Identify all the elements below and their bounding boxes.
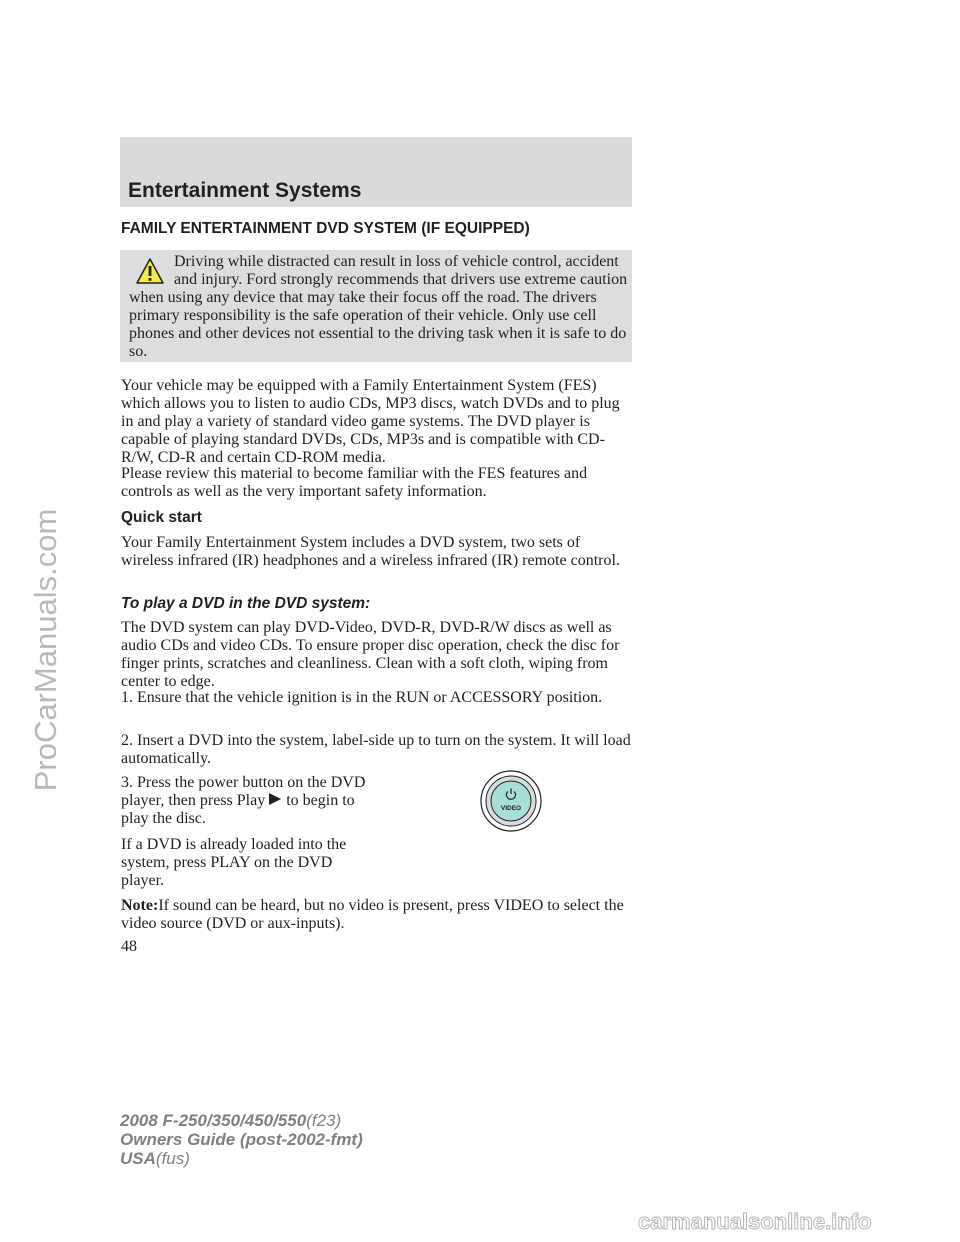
intro-paragraph-2: Please review this material to become familiar with the FES features and controls as well as the very important safety information. <box>121 465 588 500</box>
footer-line-2: Owners Guide (post-2002-fmt) <box>120 1130 363 1149</box>
quick-start-heading: Quick start <box>121 509 202 526</box>
video-button-label: VIDEO <box>500 805 522 812</box>
step-1: 1. Ensure that the vehicle ignition is in the RUN or ACCESSORY position. <box>121 689 603 706</box>
step-2: 2. Insert a DVD into the system, label-side up to turn on the system. It will load automatically. <box>121 732 631 767</box>
page-number: 48 <box>121 938 137 955</box>
footer-line-1: 2008 F-250/350/450/550(f23) <box>120 1111 342 1130</box>
footer-line-3: USA(fus) <box>120 1149 190 1168</box>
watermark-logo <box>638 1204 949 1237</box>
note-label: Note: <box>121 897 159 914</box>
play-icon <box>268 792 282 806</box>
power-video-button-illustration <box>480 770 542 832</box>
disc-care-paragraph: The DVD system can play DVD-Video, DVD-R, DVD-R/W discs as well as audio CDs and video CDs. To ensure proper disc operation, check the disc for finger prints, scratches and cleanliness. Clean with a soft cloth, wiping from center to edge. <box>121 619 620 690</box>
warning-text: Driving while distracted can result in loss of vehicle control, accident and injury. Ford strongly recommends that drivers use extreme caution when using any device that may take their focus off the road. The drivers primary responsibility is the safe operation of their vehicle. Only use cell phones and other devices not essential to the driving task when it is safe to do so. <box>129 253 628 360</box>
page-title: Entertainment Systems <box>128 179 362 202</box>
note-paragraph: Note:If sound can be heard, but no video is present, press VIDEO to select the video source (DVD or aux-inputs). <box>121 897 624 932</box>
header-band <box>120 137 632 207</box>
section-title: FAMILY ENTERTAINMENT DVD SYSTEM (IF EQUIPPED) <box>121 220 530 237</box>
step-3: 3. Press the power button on the DVD player, then press Play to begin to play the disc. <box>121 774 366 827</box>
side-watermark: ProCarManuals.com <box>28 508 63 792</box>
svg-text:carmanualsonline.info: carmanualsonline.info <box>638 1209 872 1234</box>
play-dvd-heading: To play a DVD in the DVD system: <box>121 595 371 612</box>
footer <box>120 1111 363 1168</box>
warning-box <box>120 250 632 362</box>
already-loaded-paragraph: If a DVD is already loaded into the system, press PLAY on the DVD player. <box>121 836 347 889</box>
intro-paragraph: Your vehicle may be equipped with a Family Entertainment System (FES) which allows you to listen to audio CDs, MP3 discs, watch DVDs and to plug in and play a variety of standard video game systems. The DVD player is capable of playing standard DVDs, CDs, MP3s and is compatible with CD-R/W, CD-R and certain CD-ROM media. <box>121 377 620 466</box>
quick-start-paragraph: Your Family Entertainment System includes a DVD system, two sets of wireless infrared (IR) headphones and a wireless infrared (IR) remote control. <box>121 534 620 569</box>
